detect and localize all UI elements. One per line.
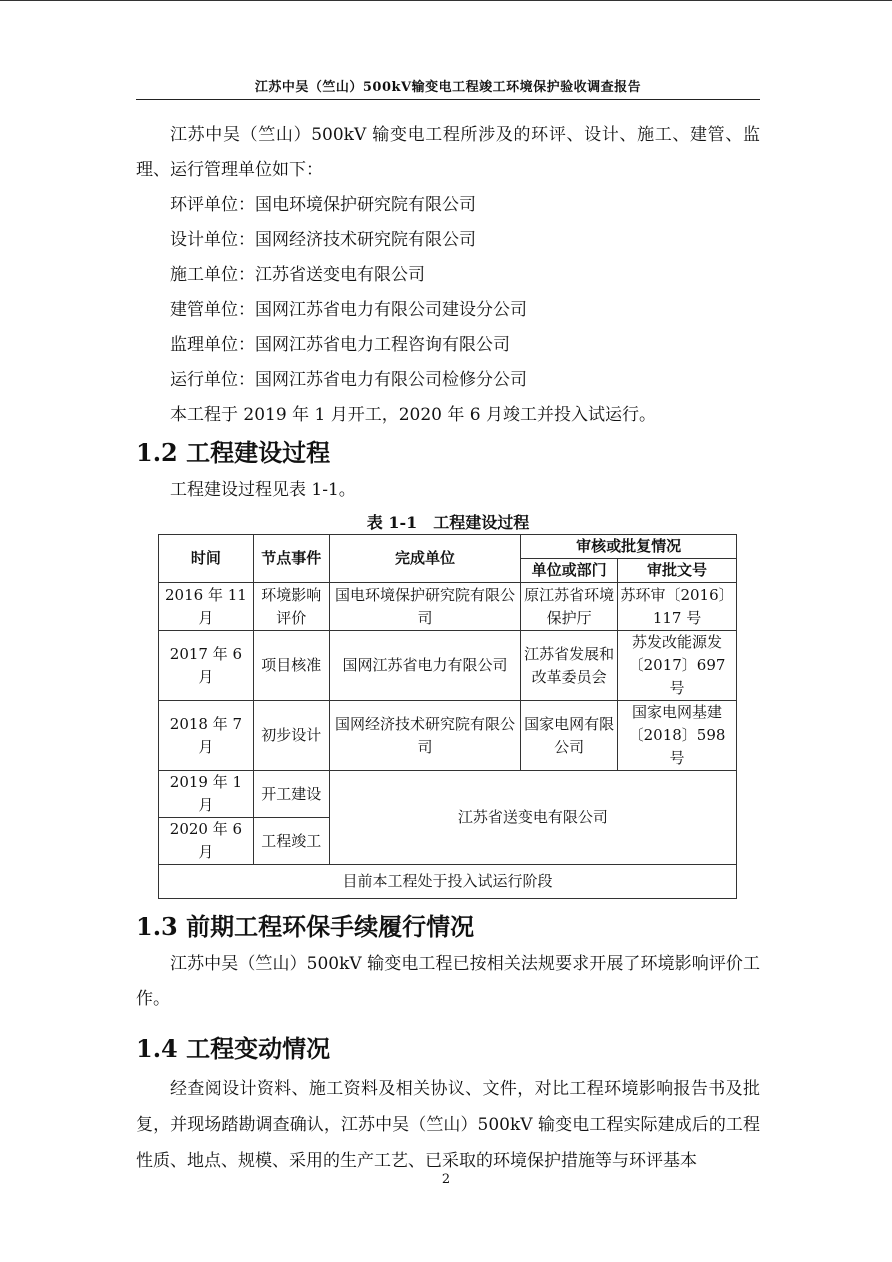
table-footer-row [159, 865, 737, 899]
header-event: 节点事件 [253, 535, 329, 583]
header-time: 时间 [159, 535, 254, 583]
unit-line-3: 施工单位：江苏省送变电有限公司 [170, 265, 425, 285]
table-row [159, 771, 737, 818]
header-unit: 完成单位 [329, 535, 521, 583]
table-row [159, 701, 737, 771]
table-row [159, 583, 737, 631]
section-title: 工程变动情况 [186, 1034, 331, 1063]
section-title: 前期工程环保手续履行情况 [186, 912, 475, 941]
cell-merged-unit: 江苏省送变电有限公司 [329, 771, 736, 865]
section-number: 1.2 [136, 438, 178, 467]
cell-status: 目前本工程处于投入试运行阶段 [159, 865, 737, 899]
header-doc: 审批文号 [618, 559, 737, 583]
cell-doc: 苏发改能源发〔2017〕697 号 [618, 631, 737, 701]
header-rule [136, 99, 760, 100]
intro-paragraph: 江苏中吴（竺山）500kV 输变电工程所涉及的环评、设计、施工、建管、监理、运行管理单位如下： [136, 125, 760, 180]
section-1-3-heading [136, 907, 760, 947]
cell-event: 初步设计 [253, 701, 329, 771]
header-review: 审核或批复情况 [521, 535, 737, 559]
cell-time: 2019 年 1 月 [159, 771, 254, 818]
page-top-border [0, 0, 892, 1]
cell-time: 2018 年 7 月 [159, 701, 254, 771]
cell-event: 开工建设 [253, 771, 329, 818]
unit-line-2: 设计单位：国网经济技术研究院有限公司 [170, 230, 476, 250]
cell-unit: 国网经济技术研究院有限公司 [329, 701, 521, 771]
cell-unit: 国电环境保护研究院有限公司 [329, 583, 521, 631]
construction-process-table [158, 534, 737, 899]
cell-event: 工程竣工 [253, 818, 329, 865]
unit-line-6: 运行单位：国网江苏省电力有限公司检修分公司 [170, 370, 527, 390]
cell-event: 环境影响评价 [253, 583, 329, 631]
page-content [136, 118, 760, 1179]
cell-dept: 国家电网有限公司 [521, 701, 618, 771]
section-1-2-text: 工程建设过程见表 1-1。 [170, 480, 356, 500]
section-number: 1.3 [136, 912, 178, 941]
cell-doc: 苏环审〔2016〕117 号 [618, 583, 737, 631]
unit-line-5: 监理单位：国网江苏省电力工程咨询有限公司 [170, 335, 510, 355]
cell-event: 项目核准 [253, 631, 329, 701]
section-1-4-text: 经查阅设计资料、施工资料及相关协议、文件，对比工程环境影响报告书及批复，并现场踏勘调查确认，江苏中吴（竺山）500kV 输变电工程实际建成后的工程性质、地点、规模、采用的生产工艺、已采取的环境保护措施等与环评基本 [136, 1079, 760, 1171]
unit-line-4: 建管单位：国网江苏省电力有限公司建设分公司 [170, 300, 527, 320]
cell-dept: 江苏省发展和改革委员会 [521, 631, 618, 701]
cell-unit: 国网江苏省电力有限公司 [329, 631, 521, 701]
section-title: 工程建设过程 [186, 438, 331, 467]
table-caption: 表 1-1 工程建设过程 [366, 513, 530, 532]
cell-time: 2017 年 6 月 [159, 631, 254, 701]
section-number: 1.4 [136, 1034, 178, 1063]
section-1-2-heading [136, 433, 760, 473]
unit-line-1: 环评单位：国电环境保护研究院有限公司 [170, 195, 476, 215]
page-number: 2 [441, 1172, 451, 1187]
cell-doc: 国家电网基建〔2018〕598 号 [618, 701, 737, 771]
section-1-4-heading [136, 1029, 760, 1069]
running-header: 江苏中吴（竺山）500kV输变电工程竣工环境保护验收调查报告 [254, 80, 642, 95]
schedule-paragraph: 本工程于 2019 年 1 月开工，2020 年 6 月竣工并投入试运行。 [170, 405, 656, 425]
cell-dept: 原江苏省环境保护厅 [521, 583, 618, 631]
table-row [159, 631, 737, 701]
cell-time: 2020 年 6 月 [159, 818, 254, 865]
cell-time: 2016 年 11 月 [159, 583, 254, 631]
section-1-3-text: 江苏中吴（竺山）500kV 输变电工程已按相关法规要求开展了环境影响评价工作。 [136, 954, 760, 1009]
header-dept: 单位或部门 [521, 559, 618, 583]
